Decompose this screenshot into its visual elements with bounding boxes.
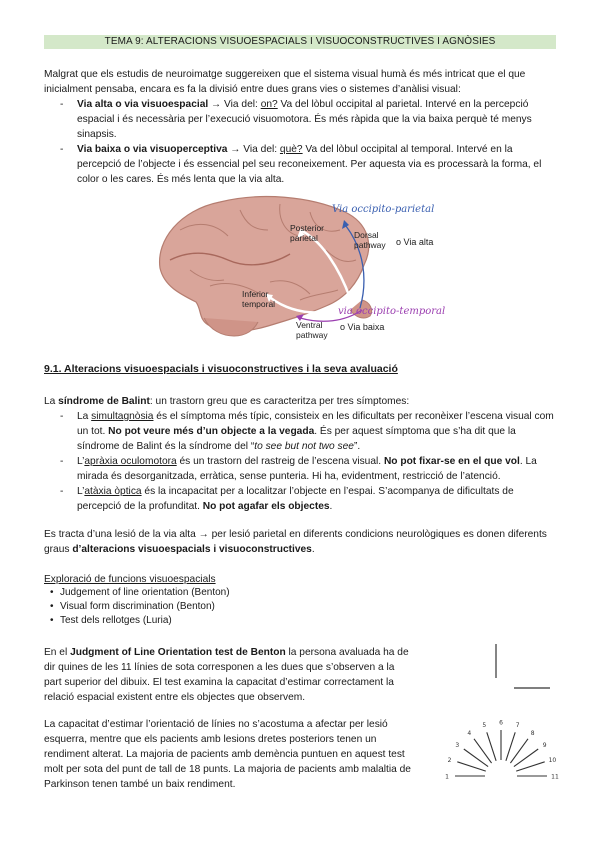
label-via-baixa: o Via baixa [340,322,385,332]
fan-line-number: 7 [515,722,520,730]
label-dorsal-pathway: pathway [354,240,386,250]
fan-labels [445,720,559,781]
handwritten-ventral-note: via occipito-temporal [338,306,446,317]
label-inferior: Inferior [242,289,269,299]
brain-pathways-figure [150,190,460,342]
fan-line-number: 2 [447,756,452,764]
pathway-term: Via alta o via visuoespacial [77,99,209,110]
list-item: • Test dels rellotges (Luria) [50,614,230,628]
fan-line-number: 5 [482,722,487,730]
test-list [50,586,230,628]
fan-line [457,762,486,771]
list-item: - L’atàxia òptica és la incapacitat per a localitzar l’objecte en l’espai. S’acompanya de dificultats de percepció de la profunditat. No pot agafar els objectes. [60,484,556,514]
fan-line [474,739,492,763]
pathway-term: Via baixa o via visuoperceptiva [77,144,228,155]
fan-line [464,749,488,767]
list-item: - L’apràxia oculomotora és un trastorn del rastreig de l’escena visual. No pot fixar-se en el que vol. La mirada és desorganitzada, erràtica, sense punteria. Hi ha, evidentment, restricció de l’atenció. [60,454,556,484]
list-item: - La simultagnòsia és el símptoma més típic, consisteix en les dificultats per reconèixer l’escena visual com un tot. No pot veure més d’un objecte a la vegada. És per aquest símptoma que s’ha dit que la síndrome de Balint és la síndrome del “to see but not two see”. [60,409,556,454]
list-item: - Via alta o via visuoespacial → Via del: on? Va del lòbul occipital al parietal. Intervé en la percepció espacial i és necessària per l’execució visuomotora. És més ràpida que la via baixa perquè té menys sinapsis. [60,97,556,142]
label-via-alta: o Via alta [396,237,434,247]
fan-line-number: 1 [445,773,449,781]
fan-line [514,749,538,767]
estimation-paragraph: La capacitat d’estimar l’orientació de línies no s’acostuma a afectar per lesió esquerra, mentre que els pacients amb lesions dretes posteriors tenen un rendiment alterat. La majoria de pacients amb demència puntuen en aquest test molt per sota del punt de tall de 18 punts. La majoria de pacients amb malaltia de Parkinson tenen també un baix rendiment. [44,719,411,790]
fan-line-number: 4 [467,729,472,737]
balint-intro: La síndrome de Balint: un trastorn greu que es caracteritza per tres símptomes: [44,396,410,407]
exploration-title: Exploració de funcions visuoespacials [44,574,216,585]
balint-term: síndrome de Balint [58,396,150,407]
list-item: • Visual form discrimination (Benton) [50,600,230,614]
conclusion-paragraph: Es tracta d’una lesió de la via alta → per lesió parietal en diferents condicions neurològiques es donen diferents graus d’alteracions visuoespacials i visuoconstructives. [44,529,547,555]
label-ventral: Ventral [296,320,323,330]
fan-line [506,732,515,761]
fan-line-number: 8 [530,729,535,737]
fan-line-number: 6 [499,719,503,727]
intro-paragraph: Malgrat que els estudis de neuroimatge suggereixen que el sistema visual humà és més intricat que el que inicialment pensaba, encara es fa la divisió entre dues grans vies o sistemes d’anàlisi visual: [44,69,526,95]
label-parietal: parietal [290,233,318,243]
label-posterior: Posterior [290,223,325,233]
section-heading: 9.1. Alteracions visuoespacials i visuoconstructives i la seva avaluació [44,363,398,375]
fan-line-number: 9 [542,741,547,749]
label-dorsal: Dorsal [354,230,379,240]
handwritten-dorsal-note: Via occipito-parietal [332,204,435,215]
fan-line-number: 11 [551,773,559,781]
fan-line-number: 3 [455,741,460,749]
fan-line [510,739,528,763]
benton-paragraph: En el Judgment of Line Orientation test de Benton la persona avaluada ha de dir quines de les 11 línies de sota corresponen a les dues que s’observen a la part superior del dibuix. El test examina la capacitat d’estimar correctament la relació espacial existent entre els objectes que observem. [44,647,409,703]
symptom-list [60,409,556,514]
label-temporal: temporal [242,299,276,309]
fan-lines [455,730,547,776]
line-orientation-figure [436,640,566,802]
list-item: - Via baixa o via visuoperceptiva → Via del: què? Va del lòbul occipital al temporal. Intervé en la percepció de l’objecte i és essencial pel seu reconeixement. Per aquesta via es processarà la forma, el color o les cares. És més lenta que la via alta. [60,142,556,187]
pathway-list [60,97,556,187]
page-header: TEMA 9: ALTERACIONS VISUOESPACIALS I VISUOCONSTRUCTIVES I AGNÒSIES [44,35,556,49]
fan-line-number: 10 [548,756,557,764]
fan-line [516,762,545,771]
label-ventral-pathway: pathway [296,330,328,340]
fan-line [487,732,496,761]
list-item: • Judgement of line orientation (Benton) [50,586,230,600]
